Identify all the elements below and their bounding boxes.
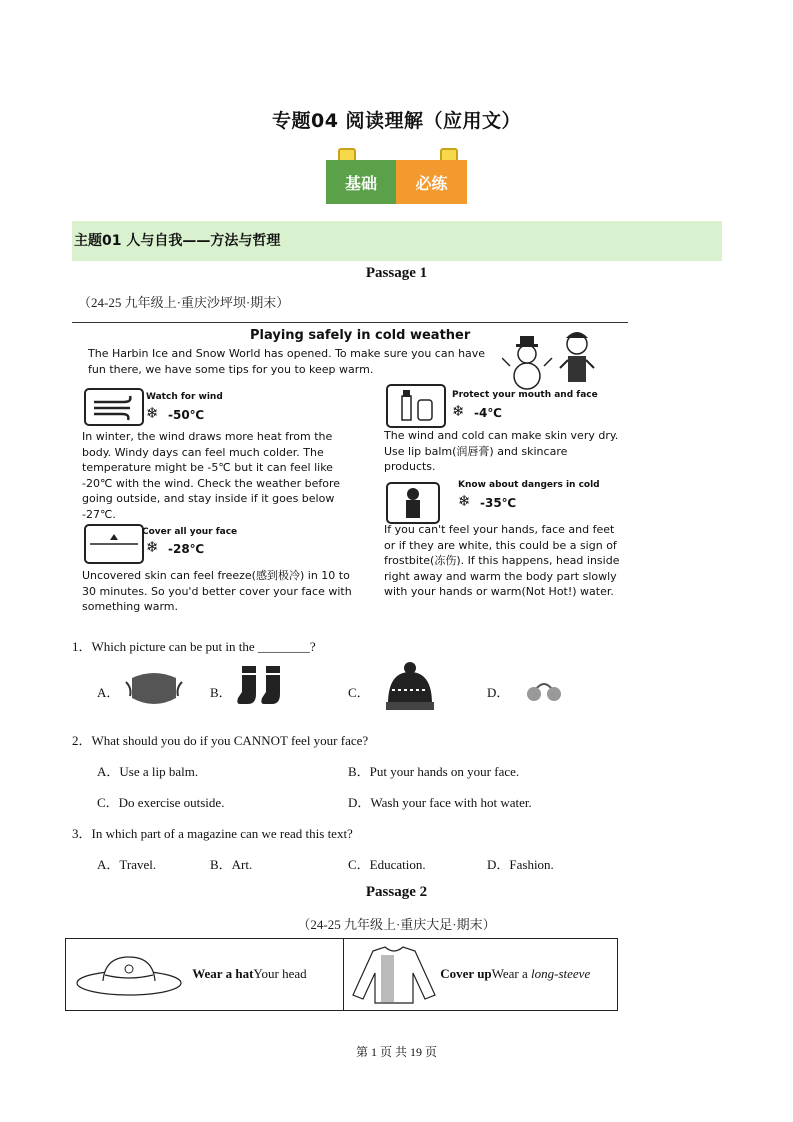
snowman-icon [502, 328, 622, 392]
cover-italic: long-steeve [531, 965, 591, 981]
frostbite-icon [386, 482, 440, 524]
page-title: 专题04 阅读理解（应用文） [271, 110, 522, 132]
tip-4-text: If you can't feel your hands, face and feet or if they are white, this could be a sign of frostbite(冻伤). If this happens, head inside right away and warm the body part slowly with your hands or warm(Not Hot!) water. [384, 523, 620, 598]
knit-hat-icon [382, 660, 438, 714]
tip-3-heading: Protect your mouth and face [452, 390, 598, 400]
poster-intro: The Harbin Ice and Snow World has opened. To make sure you can have fun there, we have some tips for you to keep warm. [88, 347, 486, 376]
q3-option-a[interactable]: A．Travel. [97, 857, 157, 872]
tip-1-temp: -50℃ [168, 408, 205, 422]
snowflake-icon: ❄ [458, 492, 471, 510]
hat-icon [73, 951, 189, 999]
poster-title: Playing safely in cold weather [250, 328, 471, 343]
question-3: 3．In which part of a magazine can we read this text? [72, 826, 353, 841]
snowflake-icon: ❄ [146, 538, 159, 556]
socks-icon [236, 664, 292, 708]
badge-left: 基础 [326, 160, 396, 204]
q2-option-c[interactable]: C．Do exercise outside. [97, 795, 225, 810]
lip-balm-icon [386, 384, 446, 428]
q1-option-d[interactable]: D． [487, 685, 510, 700]
badge-right: 必练 [396, 160, 467, 204]
face-mask-icon [124, 668, 186, 710]
table-cell-cover [344, 939, 618, 1011]
tip-2-heading: Cover all your face [142, 527, 238, 537]
cover-text: Wear a [491, 965, 532, 981]
passage-2-heading: Passage 2 [365, 884, 428, 900]
cold-weather-poster [72, 322, 628, 620]
q3-option-c[interactable]: C．Education. [348, 857, 426, 872]
topic-title: 主题01 人与自我——方法与哲理 [74, 233, 281, 249]
q1-option-c[interactable]: C． [348, 685, 370, 700]
q3-option-b[interactable]: B．Art. [210, 857, 253, 872]
tip-4-temp: -35℃ [480, 496, 517, 510]
passage-2-table [65, 938, 618, 1011]
passage-1-source: （24-25 九年级上·重庆沙坪坝·期末） [78, 295, 290, 310]
q1-option-a[interactable]: A． [97, 685, 120, 700]
q3-option-d[interactable]: D．Fashion. [487, 857, 554, 872]
passage-2-source: （24-25 九年级上·重庆大足·期末） [297, 917, 496, 932]
hat-bold: Wear a hat [192, 965, 254, 981]
wind-icon [84, 388, 144, 426]
tip-1-heading: Watch for wind [146, 392, 223, 402]
earmuffs-icon [526, 676, 562, 706]
q2-option-d[interactable]: D．Wash your face with hot water. [348, 795, 532, 810]
q2-option-a[interactable]: A．Use a lip balm. [97, 764, 199, 779]
tip-3-temp: -4℃ [474, 406, 502, 420]
topic-bar [72, 221, 722, 261]
snowflake-icon: ❄ [452, 402, 465, 420]
passage-1-heading: Passage 1 [365, 265, 428, 281]
tip-2-temp: -28℃ [168, 542, 205, 556]
page-footer: 第 1 页 共 19 页 [355, 1045, 437, 1059]
q2-option-b[interactable]: B．Put your hands on your face. [348, 764, 520, 779]
snowflake-icon: ❄ [146, 404, 159, 422]
cover-bold: Cover up [440, 965, 492, 981]
q1-option-b[interactable]: B． [210, 685, 232, 700]
question-2: 2．What should you do if you CANNOT feel your face? [72, 733, 369, 748]
tip-4-heading: Know about dangers in cold [458, 480, 600, 490]
section-badge [326, 160, 467, 204]
table-cell-hat [66, 939, 344, 1011]
tip-2-text: Uncovered skin can feel freeze(感到极冷) in 10 to 30 minutes. So you'd better cover your face with something warm. [82, 569, 352, 613]
long-sleeve-shirt-icon [351, 945, 437, 1005]
hat-text: Your head [253, 965, 307, 981]
face-cover-icon [84, 524, 144, 564]
question-1: 1．Which picture can be put in the ________? [72, 639, 316, 654]
tip-1-text: In winter, the wind draws more heat from the body. Windy days can feel much colder. The temperature might be -5℃ but it can feel like -20℃ with the wind. Check the weather before going outside, and stay inside if it goes below -27℃. [82, 430, 341, 521]
tip-3-text: The wind and cold can make skin very dry. Use lip balm(润唇膏) and skincare products. [384, 429, 619, 473]
